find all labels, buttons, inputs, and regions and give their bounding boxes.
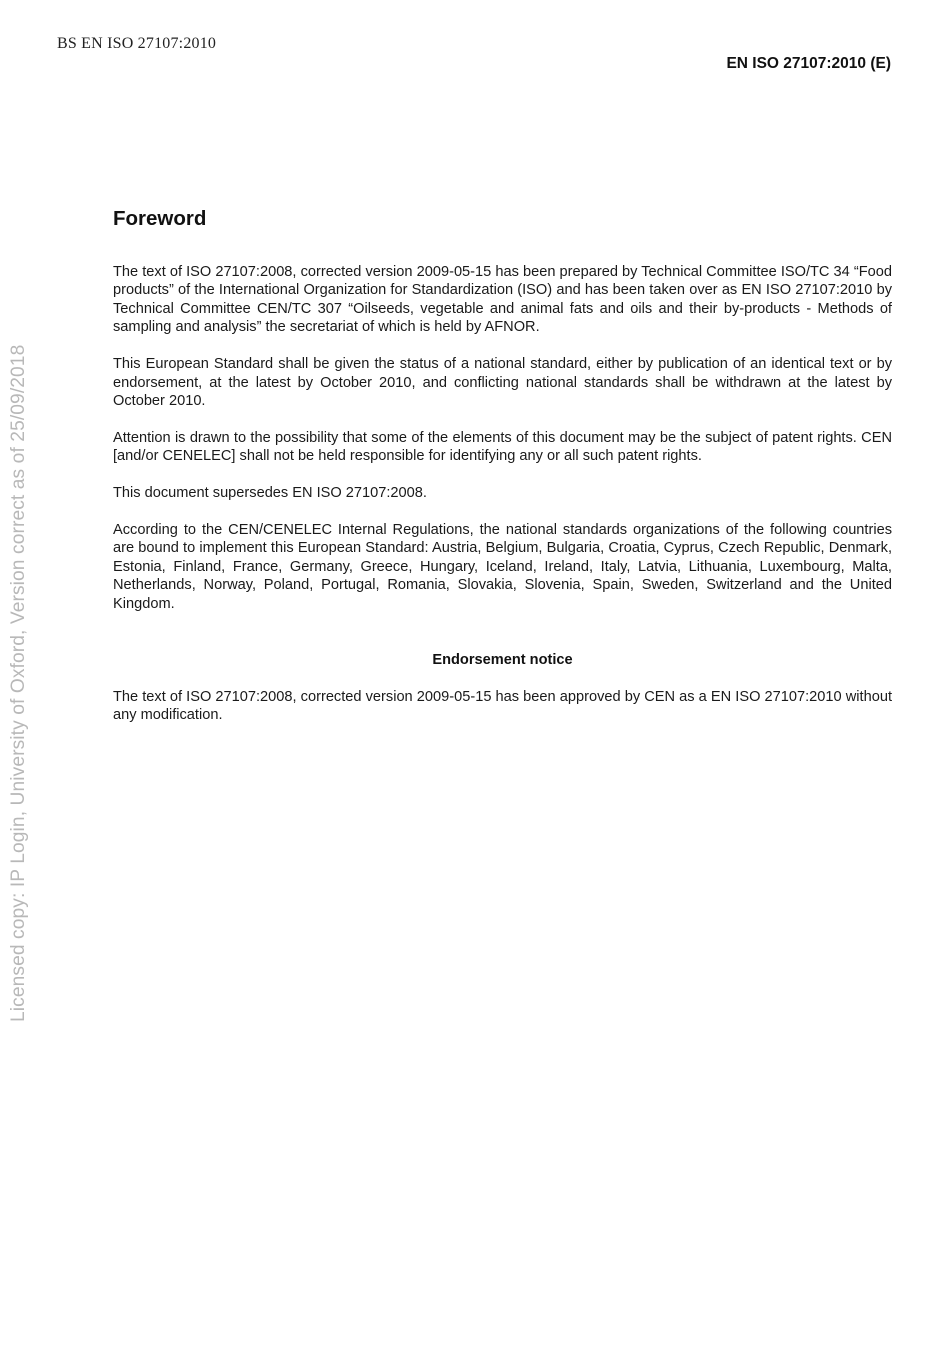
foreword-section [113, 205, 892, 743]
foreword-paragraph-status: This European Standard shall be given the status of a national standard, either by publication of an identical text or by endorsement, at the latest by October 2010, and conflicting national standards shall be withdrawn at the latest by October 2010. [113, 356, 892, 409]
standard-number-header: EN ISO 27107:2010 (E) [726, 55, 891, 72]
license-watermark: Licensed copy: IP Login, University of Oxford, Version correct as of 25/09/2018 [8, 344, 29, 1022]
foreword-paragraph-supersedes: This document supersedes EN ISO 27107:2008. [113, 485, 427, 502]
foreword-paragraph-preparation: The text of ISO 27107:2008, corrected version 2009-05-15 has been prepared by Technical Committee ISO/TC 34 “Food products” of the International Organization for Standardization (ISO) and has been taken over as EN ISO 27107:2010 by Technical Committee CEN/TC 307 “Oilseeds, vegetable and animal fats and oils and their by-products - Methods of sampling and analysis” the secretariat of which is held by AFNOR. [113, 264, 892, 336]
endorsement-notice-text: The text of ISO 27107:2008, corrected version 2009-05-15 has been approved by CEN as a EN ISO 27107:2010 without any modification. [113, 688, 892, 723]
foreword-title: Foreword [113, 207, 207, 230]
endorsement-notice-title: Endorsement notice [432, 652, 573, 669]
foreword-paragraph-patent: Attention is drawn to the possibility that some of the elements of this document may be the subject of patent rights. CEN [and/or CENELEC] shall not be held responsible for identifying any or all such patent rights. [113, 429, 892, 465]
foreword-paragraph-countries: According to the CEN/CENELEC Internal Regulations, the national standards organizations of the following countries are bound to implement this European Standard: Austria, Belgium, Bulgaria, Croatia, Cyprus, Czech Republic, Denmark, Estonia, Finland, France, Germany, Greece, Hungary, Iceland, Ireland, Italy, Latvia, Lithuania, Luxembourg, Malta, Netherlands, Norway, Poland, Portugal, Romania, Slovakia, Slovenia, Spain, Sweden, Switzerland and the United Kingdom. [113, 522, 892, 612]
document-code-header: BS EN ISO 27107:2010 [57, 35, 217, 52]
